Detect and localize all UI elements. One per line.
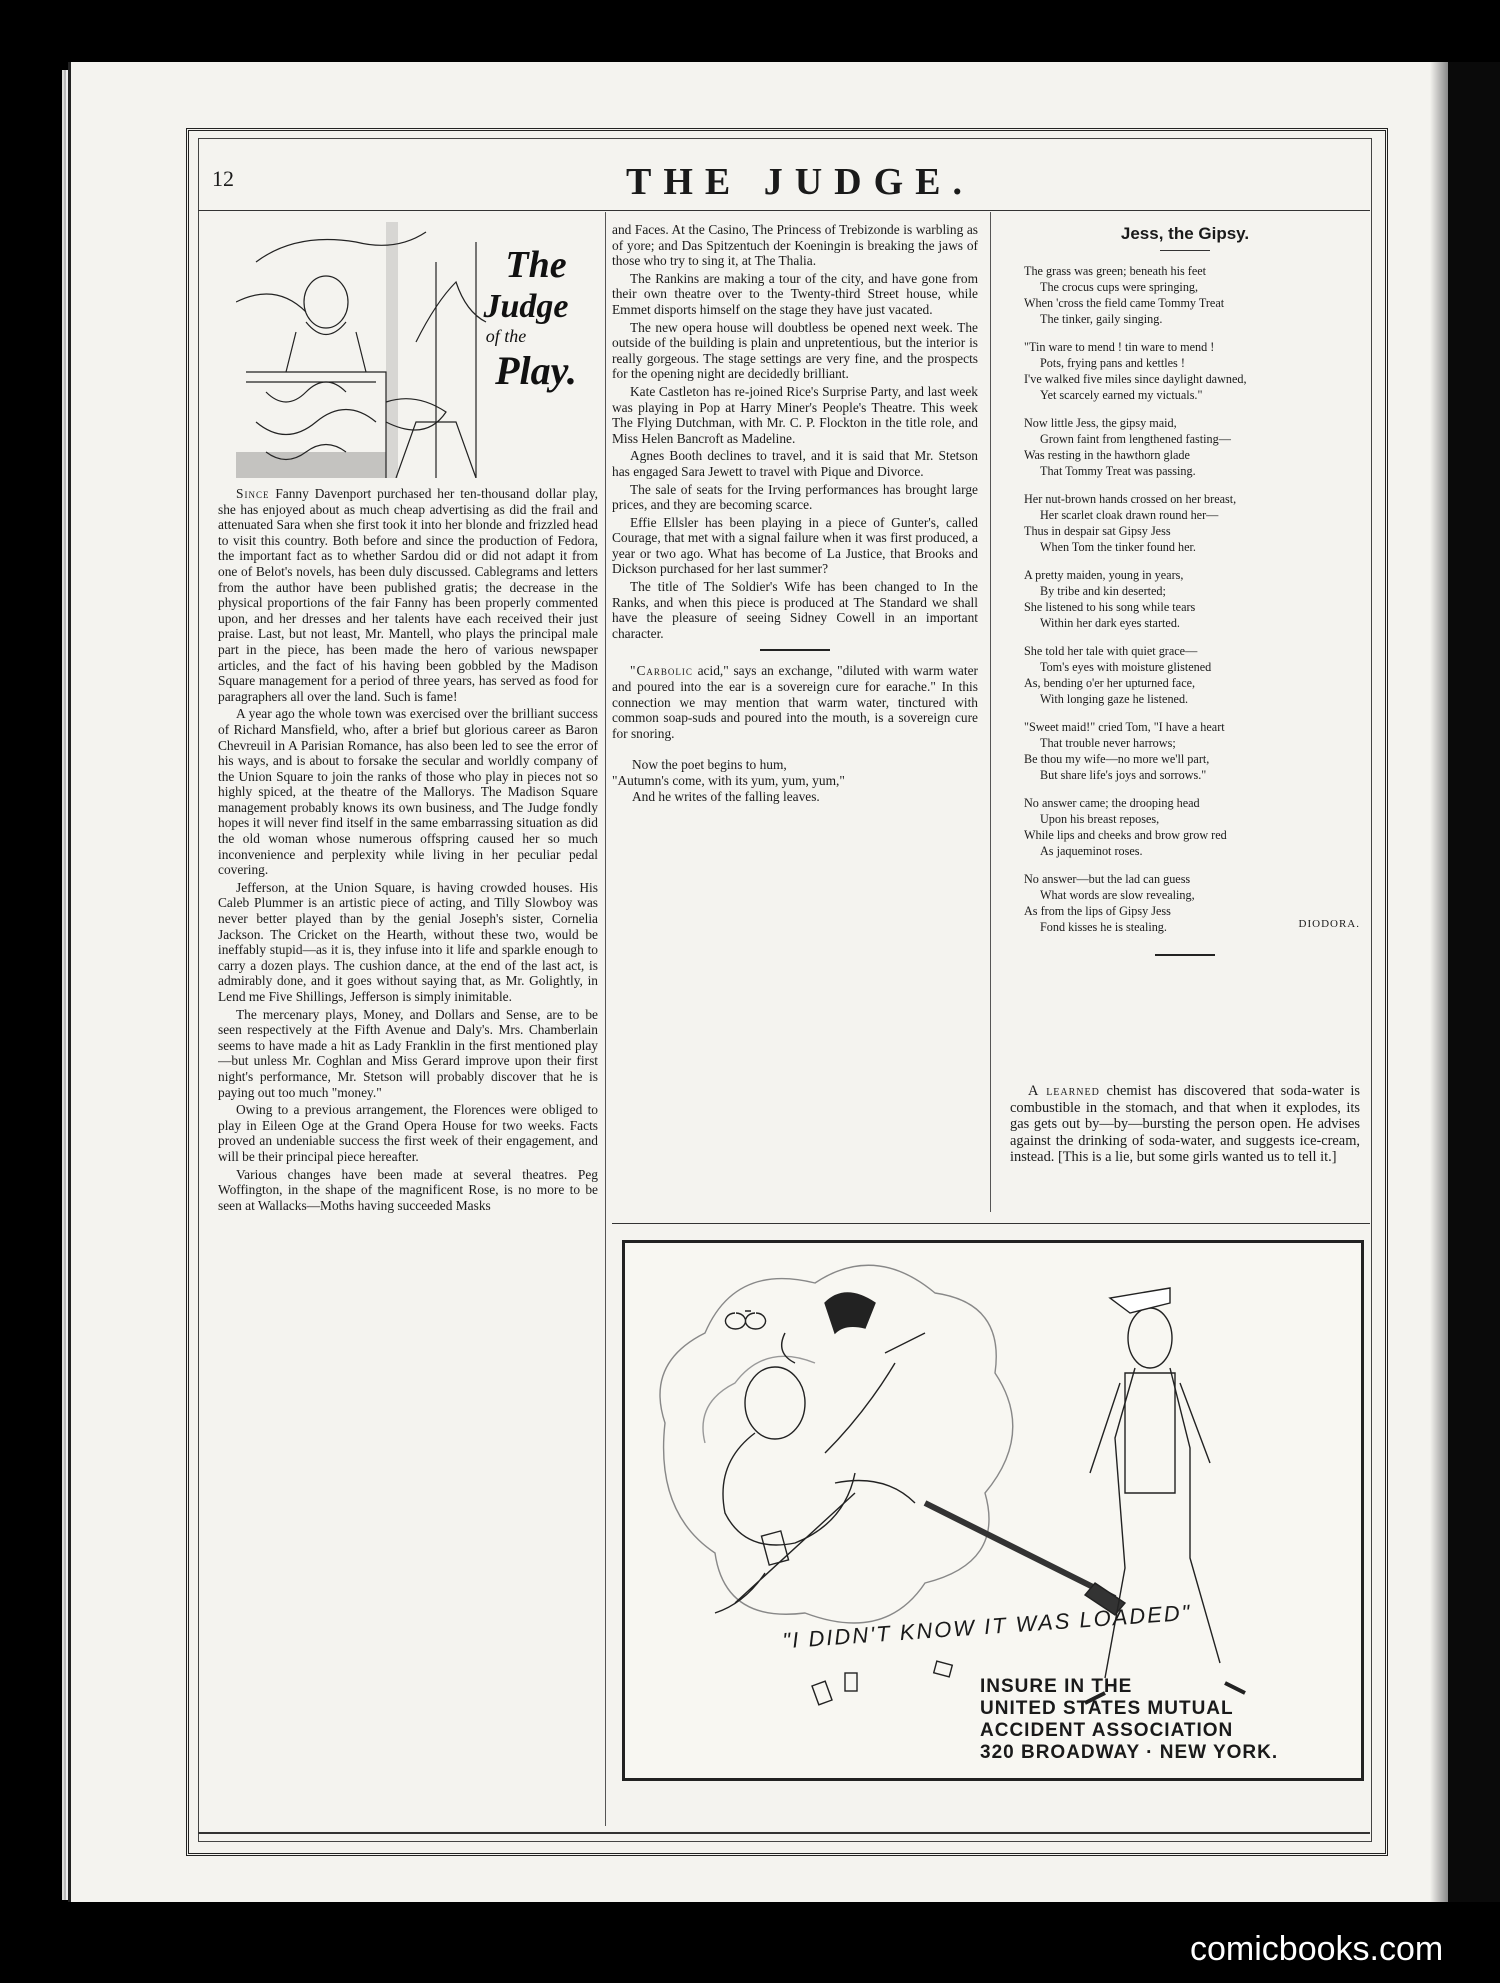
page-shadow [1430, 62, 1448, 1902]
poem-title: Jess, the Gipsy. [1120, 224, 1250, 243]
poem-line: As jaqueminot roses. [1040, 843, 1143, 858]
svg-text:Play.: Play. [495, 348, 577, 393]
paragraph: Agnes Booth declines to travel, and it is said that Mr. Stetson has engaged Sara Jewett to travel with Pique and Divorce. [612, 448, 978, 479]
poem-stanza [1024, 415, 1360, 479]
poem-line: When 'cross the field came Tommy Treat [1024, 295, 1225, 310]
scan-border [1448, 62, 1500, 1902]
soda-water-note: A learned chemist has discovered that soda-water is combustible in the stomach, and that when it explodes, its gas gets out by—by—bursting the person open. He advises against the drinking of soda-water, and suggests ice-cream, instead. [This is a lie, but some girls wanted us to tell it.] [1010, 1083, 1360, 1166]
poem-author: DIODORA. [1298, 917, 1360, 930]
poem-stanza [1024, 263, 1360, 327]
column-rule-2 [990, 212, 991, 1212]
poem-line: While lips and cheeks and brow grow red [1024, 827, 1227, 842]
masthead: THE JUDGE. [625, 161, 975, 203]
paragraph: Since Fanny Davenport purchased her ten-thousand dollar play, she has enjoyed about as much cheap advertising as did the frail and attenuated Sara when she first took it into her blonde and frizzled head to visit this country. Both before and since the production of Fedora, the important fact as to whether Sardou did or did not adapt it from one of Belot's novels, has been duly discussed. Cablegrams and letters from the author have been published gratis; the decrease in the physical proportions of the fair Fanny has been properly commented upon, and her dresses and her talents have each received their just praise. Last, but not least, Mr. Mantell, who plays the principal male part in the piece, has been made the hero of various newspaper articles, and the fact of his having been gobbled by the Madison Square management for a period of three years, has served as food for paragraphers all over the land. Such is fame! [218, 486, 598, 704]
theatre-column [218, 486, 598, 1766]
paragraph: The new opera house will doubtless be opened next week. The outside of the building is plain and unpretentious, but the interior is really gorgeous. The stage settings are very fine, and the prospects for the opening night are decidedly brilliant. [612, 319, 978, 382]
poem-line: "Sweet maid!" cried Tom, "I have a heart [1024, 719, 1225, 734]
poem-line: Her scarlet cloak drawn round her— [1040, 507, 1219, 522]
paragraph: The Rankins are making a tour of the city, and have gone from their own theatre over to the Twenty-third Street house, while Emmet disports himself on the stage they have just vacated. [612, 270, 978, 317]
poem-line: A pretty maiden, young in years, [1024, 567, 1184, 582]
theatre-column-continued [612, 222, 978, 1212]
poem-stanza [1024, 339, 1360, 403]
poem-line: That Tommy Treat was passing. [1040, 463, 1196, 478]
poem-line: The grass was green; beneath his feet [1024, 263, 1207, 278]
bottom-rule [198, 1832, 1370, 1834]
poem-line: With longing gaze he listened. [1040, 691, 1189, 706]
poem-stanza [1024, 567, 1360, 631]
comic-verse: Now the poet begins to hum, "Autumn's come, with its yum, yum, yum," And he writes of the falling leaves. [612, 757, 845, 804]
judge-of-the-play-illustration [236, 222, 580, 478]
cartoon-caption: "I DIDN'T KNOW IT WAS LOADED" [781, 1599, 1193, 1654]
poem-stanza [1024, 795, 1360, 859]
poem-line: No answer—but the lad can guess [1024, 871, 1191, 886]
poem-line: I've walked five miles since daylight dawned, [1024, 371, 1247, 386]
divider [1155, 954, 1215, 956]
paragraph: Various changes have been made at several theatres. Peg Woffington, in the shape of the magnificent Rose, is no more to be seen at Wallacks—Moths having succeeded Masks [218, 1166, 598, 1213]
poem-line: The tinker, gaily singing. [1040, 311, 1163, 326]
watermark: comicbooks.com [1190, 1930, 1444, 1968]
poem-line: Yet scarcely earned my victuals." [1040, 387, 1203, 402]
insurance-ad-text: INSURE IN THE UNITED STATES MUTUAL ACCIDENT ASSOCIATION 320 BROADWAY · NEW YORK. [980, 1676, 1279, 1763]
paragraph: Kate Castleton has re-joined Rice's Surprise Party, and last week was playing in Pop at Harry Miner's People's Theatre. This week The Flying Dutchman, with Mr. C. P. Flockton in the title role, and Miss Helen Bancroft as Madeline. [612, 383, 978, 446]
paragraph: Jefferson, at the Union Square, is having crowded houses. His Caleb Plummer is an artistic piece of acting, and Tilly Slowboy was never better played than by the genial Joseph's sister, Cornelia Jackson. The Cricket on the Hearth, without these two, would be ineffably stupid—as it is, they infuse into it life and sparkle enough to carry a dozen plays. The cushion dance, at the end of the last act, is admirably done, and it goes without saying that, as Mr. Golightly, in Lend me Five Shillings, Jefferson is simply inimitable. [218, 879, 598, 1004]
poem-stanza [1024, 491, 1360, 555]
paragraph: A year ago the whole town was exercised over the brilliant success of Richard Mansfield, who, after a brief but glorious career as Baron Chevreuil in A Parisian Romance, has also been led to see the error of his ways, and is about to forsake the secular and worldly company of the Union Square to join the ranks of those who play in pieces not so highly spiced, at the theatre of the Mallorys. The Madison Square management probably knows its own business, and The Judge fondly hopes it will never find itself in the same embarrassing situation as did the old woman whose numerous offspring caused her so much inconvenience and perplexity while living in her peculiar pedal covering. [218, 706, 598, 878]
poem-line: When Tom the tinker found her. [1040, 539, 1196, 554]
poem-line: Now little Jess, the gipsy maid, [1024, 415, 1177, 430]
carbolic-paragraph: "Carbolic acid," says an exchange, "diluted with warm water and poured into the ear is a sovereign cure for earache." In this connection we may mention that warm water, tinctured with common soap-suds and poured into the mouth, is a sovereign cure for snoring. [612, 663, 978, 741]
poem-line: What words are slow revealing, [1040, 887, 1195, 902]
paragraph: The mercenary plays, Money, and Dollars and Sense, are to be seen respectively at the Fifth Avenue and Daly's. Mrs. Chamberlain seems to have made a hit as Lady Franklin in the first mentioned play—but unless Mr. Coghlan and Miss Gerard improve upon their first night's performance, Mr. Stetson will probably discover that he is paying out too much "money." [218, 1006, 598, 1100]
poem-line: Pots, frying pans and kettles ! [1040, 355, 1185, 370]
poem-line: As, bending o'er her upturned face, [1024, 675, 1196, 690]
poem-line: Fond kisses he is stealing. [1040, 919, 1167, 934]
poem-line: That trouble never harrows; [1040, 735, 1176, 750]
cartoon-rule [612, 1223, 1370, 1224]
poem-stanzas [1010, 263, 1360, 935]
paragraph: The title of The Soldier's Wife has been changed to In the Ranks, and when this piece is produced at The Standard we shall have the pleasure of seeing Sidney Cowell in an important character. [612, 579, 978, 641]
page-number: 12 [212, 166, 234, 191]
poem-line: Tom's eyes with moisture glistened [1040, 659, 1212, 674]
poem-line: She told her tale with quiet grace— [1024, 643, 1198, 658]
paragraph: Owing to a previous arrangement, the Florences were obliged to play in Eileen Oge at the Grand Opera House for two weeks. Facts proved an undeniable success the first week of their engagement, and will be their principal piece hereafter. [218, 1102, 598, 1164]
svg-text:The: The [505, 244, 567, 286]
poem-line: The crocus cups were springing, [1040, 279, 1199, 294]
paragraph: The sale of seats for the Irving performances has brought large prices, and they are becoming scarce. [612, 481, 978, 513]
poem-line: By tribe and kin deserted; [1040, 583, 1166, 598]
poem-stanza [1024, 719, 1360, 783]
poem-stanza [1024, 643, 1360, 707]
poem-line: Thus in despair sat Gipsy Jess [1024, 523, 1171, 538]
divider [760, 649, 830, 651]
poem-line: Be thou my wife—no more we'll part, [1024, 751, 1210, 766]
svg-text:of the: of the [485, 326, 527, 346]
poem-line: As from the lips of Gipsy Jess [1024, 903, 1171, 918]
poem-column [1010, 222, 1360, 968]
column-rule-1 [605, 212, 606, 1826]
poem-line: But share life's joys and sorrows." [1040, 767, 1207, 782]
poem-line: No answer came; the drooping head [1024, 795, 1200, 810]
svg-text:Judge: Judge [483, 288, 569, 325]
poem-line: Was resting in the hawthorn glade [1024, 447, 1190, 462]
poem-line: She listened to his song while tears [1024, 599, 1196, 614]
poem-line: Upon his breast reposes, [1040, 811, 1160, 826]
poem-line: Grown faint from lengthened fasting— [1040, 431, 1231, 446]
title-rule [1160, 250, 1210, 251]
header-rule [198, 210, 1370, 211]
poem-line: Her nut-brown hands crossed on her breast, [1024, 491, 1237, 506]
paragraph: Effie Ellsler has been playing in a piece of Gunter's, called Courage, that met with a signal failure when it was first produced, a year or two ago. What has become of La Justice, that Brooks and Dickson purchased for her last summer? [612, 514, 978, 577]
poem-line: Within her dark eyes started. [1040, 615, 1180, 630]
paragraph: and Faces. At the Casino, The Princess of Trebizonde is warbling as of yore; and Das Spitzentuch der Koeningin is breaking the jaws of those who try to sing it, at The Thalia. [612, 222, 978, 269]
poem-line: "Tin ware to mend ! tin ware to mend ! [1024, 339, 1215, 354]
